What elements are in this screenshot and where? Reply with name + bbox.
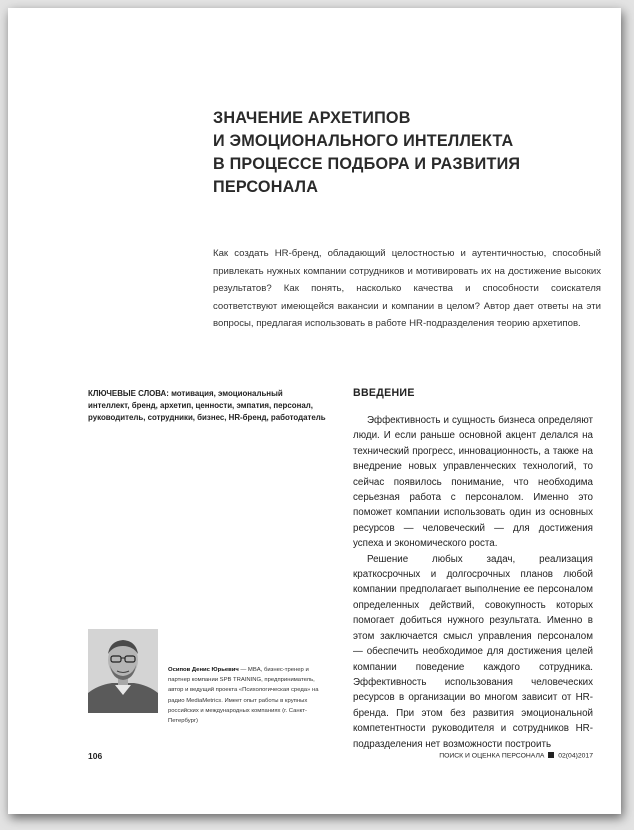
author-name: Осипов Денис Юрьевич (168, 667, 239, 673)
page-number: 106 (88, 751, 103, 761)
keywords: КЛЮЧЕВЫЕ СЛОВА: мотивация, эмоциональный интеллект, бренд, архетип, ценности, эмпатия, персонал, руководитель, сотрудники, бизнес, HR-бренд, работодатель (88, 389, 326, 423)
square-icon (548, 752, 554, 758)
document-page (8, 8, 621, 814)
body-paragraph: Эффективность и сущность бизнеса определяют люди. И если раньше основной акцент делался на технический прогресс, инновационность, а также на внедрение новых управленческих технологий, то сейчас появилось понимание, что необходима серьезная работа с персоналом. Именно это поможет компании использовать один из основных ресурсов — человеческий — для достижения успеха и экономического роста. (353, 415, 593, 550)
journal-name: ПОИСК И ОЦЕНКА ПЕРСОНАЛА (439, 752, 545, 760)
author-photo (88, 629, 158, 713)
journal-issue: 02(04)2017 (558, 752, 593, 760)
body-text (353, 413, 593, 752)
article-title: ЗНАЧЕНИЕ АРХЕТИПОВ И ЭМОЦИОНАЛЬНОГО ИНТЕЛЛЕКТА В ПРОЦЕССЕ ПОДБОРА И РАЗВИТИЯ ПЕРСОНАЛА (213, 109, 521, 196)
article-abstract: Как создать HR-бренд, обладающий целостностью и аутентичностью, способный привлекать нужных компании сотрудников и мотивировать их на достижение высоких результатов? Как понять, насколько качества и способности соискателя соответствуют имеющейся вакансии и компании в целом? Автор дает ответы на эти вопросы, предлагая использовать в работе HR-подразделения теорию архетипов. (213, 248, 601, 329)
author-bio: — MBA, бизнес-тренер и партнер компании SPB TRAINING, предприниматель, автор и ведущий проекта «Психологическая среда» на радио MediaMetrics. Имеет опыт работы в крупных российских и международных компаниях (г. Санкт-Петербург) (168, 667, 319, 725)
author-info (168, 665, 328, 726)
section-heading-introduction: ВВЕДЕНИЕ (353, 387, 415, 399)
journal-footer (428, 752, 593, 760)
body-paragraph: Решение любых задач, реализация краткосрочных и долгосрочных планов любой компании предполагает выполнение ее персоналом определенных действий, совокупность которых помогает добиться нужного результата. Именно в этом заключается смысл управления персоналом — обеспечить необходимое для достижения целей компании поведение каждого сотрудника. Эффективность использования человеческих ресурсов в организации во многом зависит от HR-бренда. При этом без развития эмоциональной компетентности руководителя и сотрудников HR-подразделения нет возможности построить (353, 553, 593, 750)
